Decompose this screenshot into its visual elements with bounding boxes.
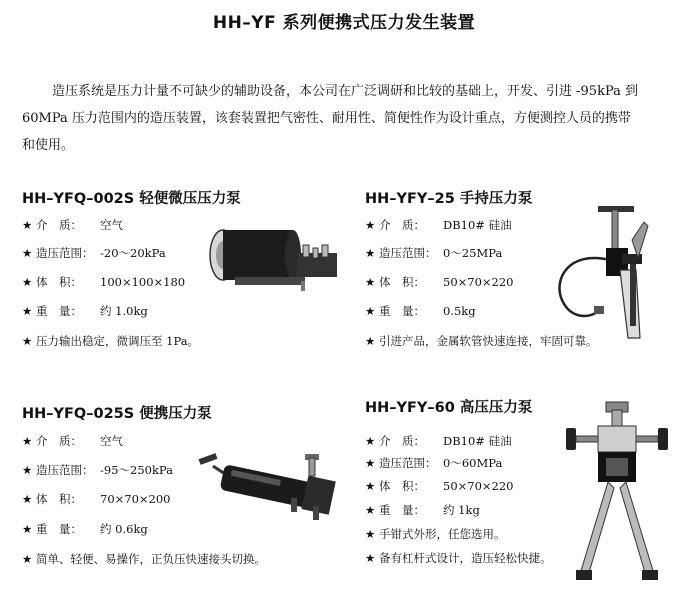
spec-note: ★ 压力输出稳定，微调压至 1Pa。	[22, 334, 200, 348]
spec-range: ★ 造压范围： -95～250kPa	[22, 463, 174, 477]
spec-medium: ★ 介 质： DB10# 硅油	[365, 218, 512, 232]
spec-note: ★ 引进产品，金属软管快速连接，牢固可靠。	[365, 334, 598, 348]
high-pressure-pump-image	[562, 398, 680, 588]
intro-line-2: 60MPa 压力范围内的造压装置，该套装置把气密性、耐用性、简便性作为设计重点，方便测控人员的携带	[22, 111, 631, 126]
product-title-yfy-60: HH–YFY–60 高压压力泵	[365, 400, 533, 416]
spec-medium: ★ 介 质： 空气	[22, 434, 123, 448]
spec-weight: ★ 重 量： 0.5kg	[365, 304, 476, 318]
intro-line-3: 和使用。	[22, 138, 75, 153]
spec-volume: ★ 体 积： 50×70×220	[365, 479, 514, 493]
portable-pressure-pump-image	[195, 448, 345, 528]
page-title: HH–YF 系列便携式压力发生装置	[212, 13, 476, 33]
spec-medium: ★ 介 质： 空气	[22, 218, 123, 232]
product-title-yfy-25: HH–YFY–25 手持压力泵	[365, 191, 533, 207]
micro-pressure-pump-image	[205, 215, 345, 305]
spec-note: ★ 手钳式外形，任您选用。	[365, 527, 506, 541]
product-title-yfq-025s: HH–YFQ–025S 便携压力泵	[22, 406, 212, 422]
intro-paragraph	[22, 78, 670, 159]
spec-note: ★ 简单、轻便、易操作，正负压快速接头切换。	[22, 552, 266, 566]
spec-weight: ★ 重 量： 约 1kg	[365, 503, 480, 517]
spec-range: ★ 造压范围： -20～20kPa	[22, 246, 166, 260]
spec-note-2: ★ 备有杠杆式设计，造压轻松快捷。	[365, 551, 552, 565]
spec-range: ★ 造压范围： 0～25MPa	[365, 246, 503, 260]
spec-range: ★ 造压范围： 0～60MPa	[365, 456, 503, 470]
spec-weight: ★ 重 量： 约 1.0kg	[22, 304, 148, 318]
intro-line-1: 造压系统是压力计量不可缺少的辅助设备，本公司在广泛调研和比较的基础上，开发、引进 -95kPa 到	[52, 84, 638, 99]
spec-volume: ★ 体 积： 50×70×220	[365, 275, 514, 289]
spec-volume: ★ 体 积： 100×100×180	[22, 275, 186, 289]
spec-volume: ★ 体 积： 70×70×200	[22, 492, 171, 506]
handheld-pressure-pump-image	[548, 200, 678, 345]
spec-weight: ★ 重 量： 约 0.6kg	[22, 522, 148, 536]
spec-medium: ★ 介 质： DB10# 硅油	[365, 434, 512, 448]
product-title-yfq-002s: HH–YFQ–002S 轻便微压压力泵	[22, 191, 241, 207]
